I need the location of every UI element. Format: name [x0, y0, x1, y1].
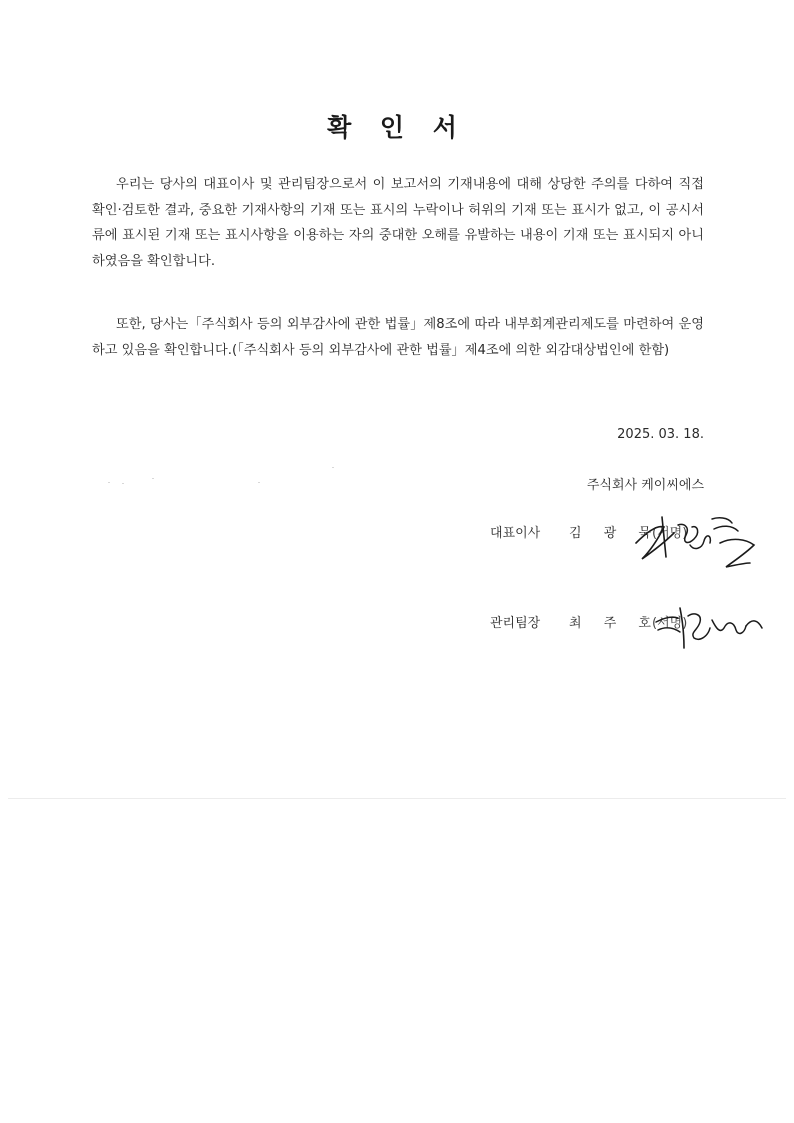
document-date: 2025. 03. 18. [617, 427, 704, 442]
signatory-finance-manager [490, 612, 710, 632]
signatory-name: 김 광 묵 [569, 526, 660, 541]
signature-placeholder: (서명) [652, 616, 688, 631]
document-title: 확 인 서 [327, 113, 467, 142]
signatory-title: 관리팀장 [490, 616, 541, 631]
signatory-name: 최 주 호 [569, 616, 660, 631]
scan-artifact [332, 467, 334, 468]
company-name: 주식회사 케이씨에스 [586, 478, 704, 493]
body-paragraph-1: 우리는 당사의 대표이사 및 관리팀장으로서 이 보고서의 기재내용에 대해 상당한 주의를 다하여 직접 확인·검토한 결과, 중요한 기재사항의 기재 또는 표시의 누락이나 허위의 기재 또는 표시가 없고, 이 공시서류에 표시된 기재 또는 표시사항을 이용하는 자의 중대한 오해를 유발하는 내용이 기재 또는 표시되지 아니하였음을 확인합니다. [92, 177, 704, 269]
signatory-ceo [490, 522, 710, 542]
scan-artifact [152, 478, 154, 479]
signatory-title: 대표이사 [490, 526, 541, 541]
scan-artifact [258, 482, 260, 483]
scan-artifact [108, 482, 110, 483]
signature-placeholder: (서명) [652, 526, 688, 541]
scan-artifact [122, 483, 124, 484]
page-bottom-edge [8, 798, 786, 799]
body-paragraph-2: 또한, 당사는「주식회사 등의 외부감사에 관한 법률」제8조에 따라 내부회계관리제도를 마련하여 운영하고 있음을 확인합니다.(「주식회사 등의 외부감사에 관한 법률」제4조에 의한 외감대상법인에 한함) [92, 317, 704, 358]
